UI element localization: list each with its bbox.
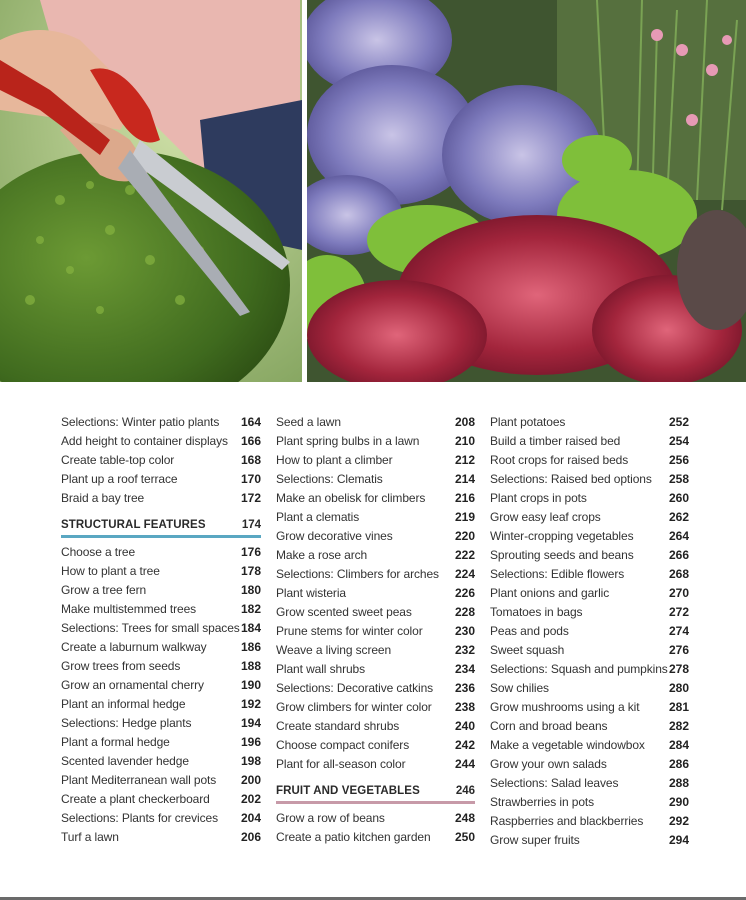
toc-entry[interactable]: Choose a tree 176 (61, 545, 261, 559)
toc-entry[interactable]: Sow chilies 280 (490, 681, 689, 695)
toc-entry[interactable]: Plant up a roof terrace 170 (61, 472, 261, 486)
toc-entry[interactable]: Winter-cropping vegetables 264 (490, 529, 689, 543)
toc-entry[interactable]: Root crops for raised beds 256 (490, 453, 689, 467)
toc-entry[interactable]: Selections: Raised bed options 258 (490, 472, 689, 486)
toc-entry[interactable]: Turf a lawn 206 (61, 830, 261, 844)
toc-entry[interactable]: Prune stems for winter color 230 (276, 624, 475, 638)
section-heading-structural-features[interactable]: STRUCTURAL FEATURES 174 (61, 516, 261, 535)
toc-entry[interactable]: Grow mushrooms using a kit 281 (490, 700, 689, 714)
toc-entry[interactable]: Grow climbers for winter color 238 (276, 700, 475, 714)
toc-entry[interactable]: Selections: Squash and pumpkins 278 (490, 662, 689, 676)
toc-entry[interactable]: How to plant a climber 212 (276, 453, 475, 467)
toc-entry[interactable]: Selections: Decorative catkins 236 (276, 681, 475, 695)
toc-entry[interactable]: Plant wall shrubs 234 (276, 662, 475, 676)
toc-entry[interactable]: Braid a bay tree 172 (61, 491, 261, 505)
toc-entry[interactable]: Tomatoes in bags 272 (490, 605, 689, 619)
toc-entry[interactable]: Grow a row of beans 248 (276, 811, 475, 825)
toc-entry[interactable]: Make multistemmed trees 182 (61, 602, 261, 616)
toc-entry[interactable]: Grow scented sweet peas 228 (276, 605, 475, 619)
toc-entry[interactable]: Make a rose arch 222 (276, 548, 475, 562)
toc-entry[interactable]: Plant onions and garlic 270 (490, 586, 689, 600)
toc-column-3 (490, 413, 689, 850)
toc-entry[interactable]: Grow an ornamental cherry 190 (61, 678, 261, 692)
toc-entry[interactable]: Selections: Clematis 214 (276, 472, 475, 486)
toc-entry[interactable]: Sweet squash 276 (490, 643, 689, 657)
toc-entry[interactable]: Choose compact conifers 242 (276, 738, 475, 752)
toc-column-1 (61, 413, 261, 847)
toc-entry[interactable]: Grow your own salads 286 (490, 757, 689, 771)
section-heading-fruit-and-vegetables[interactable]: FRUIT AND VEGETABLES 246 (276, 782, 475, 801)
toc-entry[interactable]: Grow super fruits 294 (490, 833, 689, 847)
toc-column-2 (276, 413, 475, 847)
toc-entry[interactable]: Selections: Edible flowers 268 (490, 567, 689, 581)
toc-entry[interactable]: Create a patio kitchen garden 250 (276, 830, 475, 844)
toc-entry[interactable]: Weave a living screen 232 (276, 643, 475, 657)
toc-entry[interactable]: Selections: Climbers for arches 224 (276, 567, 475, 581)
toc-entry[interactable]: Add height to container displays 166 (61, 434, 261, 448)
toc-entry[interactable]: Create table-top color 168 (61, 453, 261, 467)
toc-entry[interactable]: Plant a clematis 219 (276, 510, 475, 524)
toc-entry[interactable]: Plant spring bulbs in a lawn 210 (276, 434, 475, 448)
toc-entry[interactable]: Plant for all-season color 244 (276, 757, 475, 771)
toc-entry[interactable]: Seed a lawn 208 (276, 415, 475, 429)
toc-entry[interactable]: Peas and pods 274 (490, 624, 689, 638)
toc-entry[interactable]: Selections: Salad leaves 288 (490, 776, 689, 790)
hedge-trimming-photo (0, 0, 302, 382)
toc-entry[interactable]: Plant potatoes 252 (490, 415, 689, 429)
toc-entry[interactable]: Make an obelisk for climbers 216 (276, 491, 475, 505)
toc-entry[interactable]: Plant an informal hedge 192 (61, 697, 261, 711)
toc-entry[interactable]: Corn and broad beans 282 (490, 719, 689, 733)
toc-entry[interactable]: Grow easy leaf crops 262 (490, 510, 689, 524)
toc-entry[interactable]: Selections: Trees for small spaces 184 (61, 621, 261, 635)
toc-entry[interactable]: Raspberries and blackberries 292 (490, 814, 689, 828)
toc-entry[interactable]: Grow trees from seeds 188 (61, 659, 261, 673)
toc-entry[interactable]: Strawberries in pots 290 (490, 795, 689, 809)
toc-entry[interactable]: Plant wisteria 226 (276, 586, 475, 600)
photo-strip (0, 0, 746, 382)
toc-entry[interactable]: How to plant a tree 178 (61, 564, 261, 578)
toc-entry[interactable]: Scented lavender hedge 198 (61, 754, 261, 768)
toc-entry[interactable]: Selections: Winter patio plants 164 (61, 415, 261, 429)
toc-entry[interactable]: Plant a formal hedge 196 (61, 735, 261, 749)
ornamental-vegetables-photo (307, 0, 746, 382)
toc-entry[interactable]: Create a laburnum walkway 186 (61, 640, 261, 654)
toc-entry[interactable]: Plant crops in pots 260 (490, 491, 689, 505)
toc-entry[interactable]: Grow a tree fern 180 (61, 583, 261, 597)
toc-entry[interactable]: Create a plant checkerboard 202 (61, 792, 261, 806)
toc-entry[interactable]: Sprouting seeds and beans 266 (490, 548, 689, 562)
toc-entry[interactable]: Selections: Hedge plants 194 (61, 716, 261, 730)
toc-entry[interactable]: Selections: Plants for crevices 204 (61, 811, 261, 825)
toc-entry[interactable]: Build a timber raised bed 254 (490, 434, 689, 448)
toc-entry[interactable]: Make a vegetable windowbox 284 (490, 738, 689, 752)
toc-entry[interactable]: Grow decorative vines 220 (276, 529, 475, 543)
toc-entry[interactable]: Plant Mediterranean wall pots 200 (61, 773, 261, 787)
toc-entry[interactable]: Create standard shrubs 240 (276, 719, 475, 733)
